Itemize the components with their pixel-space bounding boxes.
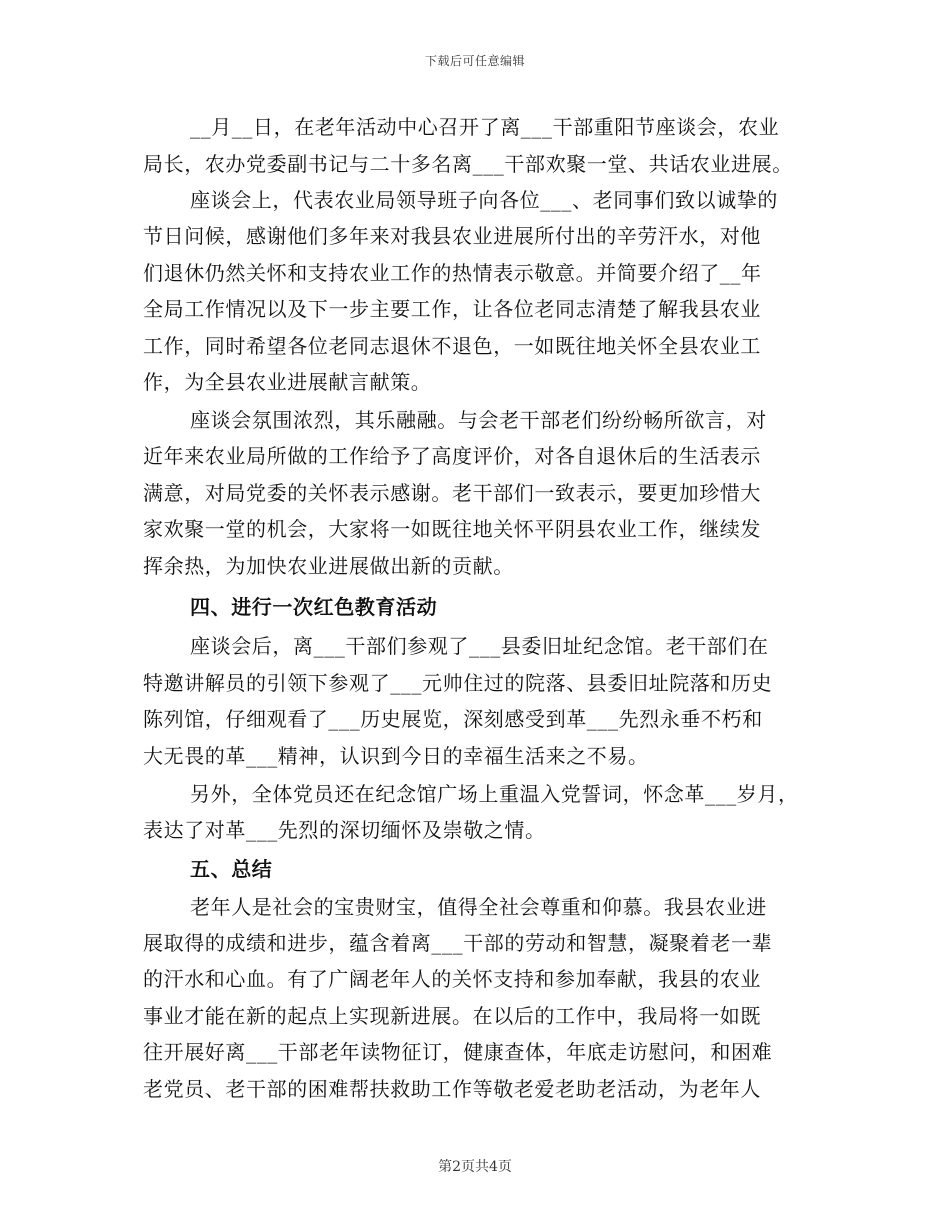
paragraph-line: 的汗水和心血。有了广阔老年人的关怀支持和参加奉献，我县的农业	[143, 967, 761, 991]
paragraph-line: 作，为全县农业进展献言献策。	[143, 370, 432, 394]
paragraph-line: 们退休仍然关怀和支持农业工作的热情表示敬意。并简要介绍了__年	[143, 261, 762, 285]
paragraph-line: 座谈会后，离___干部们参观了___县委旧址纪念馆。老干部们在	[190, 634, 769, 658]
paragraph-line: 大无畏的革___精神，认识到今日的幸福生活来之不易。	[143, 744, 649, 768]
paragraph-line: 挥余热，为加快农业进展做出新的贡献。	[143, 554, 514, 578]
paragraph-line: 局长，农办党委副书记与二十多名离___干部欢聚一堂、共话农业进展。	[143, 152, 793, 176]
paragraph-line: 工作，同时希望各位老同志退休不退色，一如既往地关怀全县农业工	[143, 334, 761, 358]
paragraph-line: 表达了对革___先烈的深切缅怀及崇敬之情。	[143, 818, 546, 842]
paragraph-line: 另外，全体党员还在纪念馆广场上重温入党誓词，怀念革___岁月，	[190, 782, 799, 806]
paragraph-line: __月__日，在老年活动中心召开了离___干部重阳节座谈会，农业	[190, 115, 780, 139]
paragraph-line: 陈列馆，仔细观看了___历史展览，深刻感受到革___先烈永垂不朽和	[143, 707, 763, 731]
paragraph-line: 满意，对局党委的关怀表示感谢。老干部们一致表示，要更加珍惜大	[143, 481, 761, 505]
paragraph-line: 家欢聚一堂的机会，大家将一如既往地关怀平阴县农业工作，继续发	[143, 517, 761, 541]
paragraph-line: 展取得的成绩和进步，蕴含着离___干部的劳动和智慧，凝聚着老一辈	[143, 931, 773, 955]
section-heading: 四、进行一次红色教育活动	[190, 595, 438, 619]
paragraph-line: 座谈会氛围浓烈，其乐融融。与会老干部老们纷纷畅所欲言，对	[190, 408, 767, 432]
page-header: 下载后可任意编辑	[424, 54, 525, 68]
paragraph-line: 近年来农业局所做的工作给予了高度评价，对各自退休后的生活表示	[143, 444, 761, 468]
page-number: 第2页共4页	[438, 1159, 512, 1175]
paragraph-line: 老党员、老干部的困难帮扶救助工作等敬老爱老助老活动，为老年人	[143, 1077, 761, 1101]
paragraph-line: 座谈会上，代表农业局领导班子向各位___、老同事们致以诚挚的	[190, 188, 778, 212]
paragraph-line: 节日问候，感谢他们多年来对我县农业进展所付出的辛劳汗水，对他	[143, 224, 761, 248]
paragraph-line: 事业才能在新的起点上实现新进展。在以后的工作中，我局将一如既	[143, 1004, 761, 1028]
paragraph-line: 老年人是社会的宝贵财宝，值得全社会尊重和仰慕。我县农业进	[190, 895, 767, 919]
paragraph-line: 往开展好离___干部老年读物征订，健康查体，年底走访慰问，和困难	[143, 1040, 773, 1064]
paragraph-line: 特邀讲解员的引领下参观了___元帅住过的院落、县委旧址院落和历史	[143, 671, 773, 695]
paragraph-line: 全局工作情况以及下一步主要工作，让各位老同志清楚了解我县农业	[143, 297, 761, 321]
section-heading: 五、总结	[190, 857, 273, 881]
